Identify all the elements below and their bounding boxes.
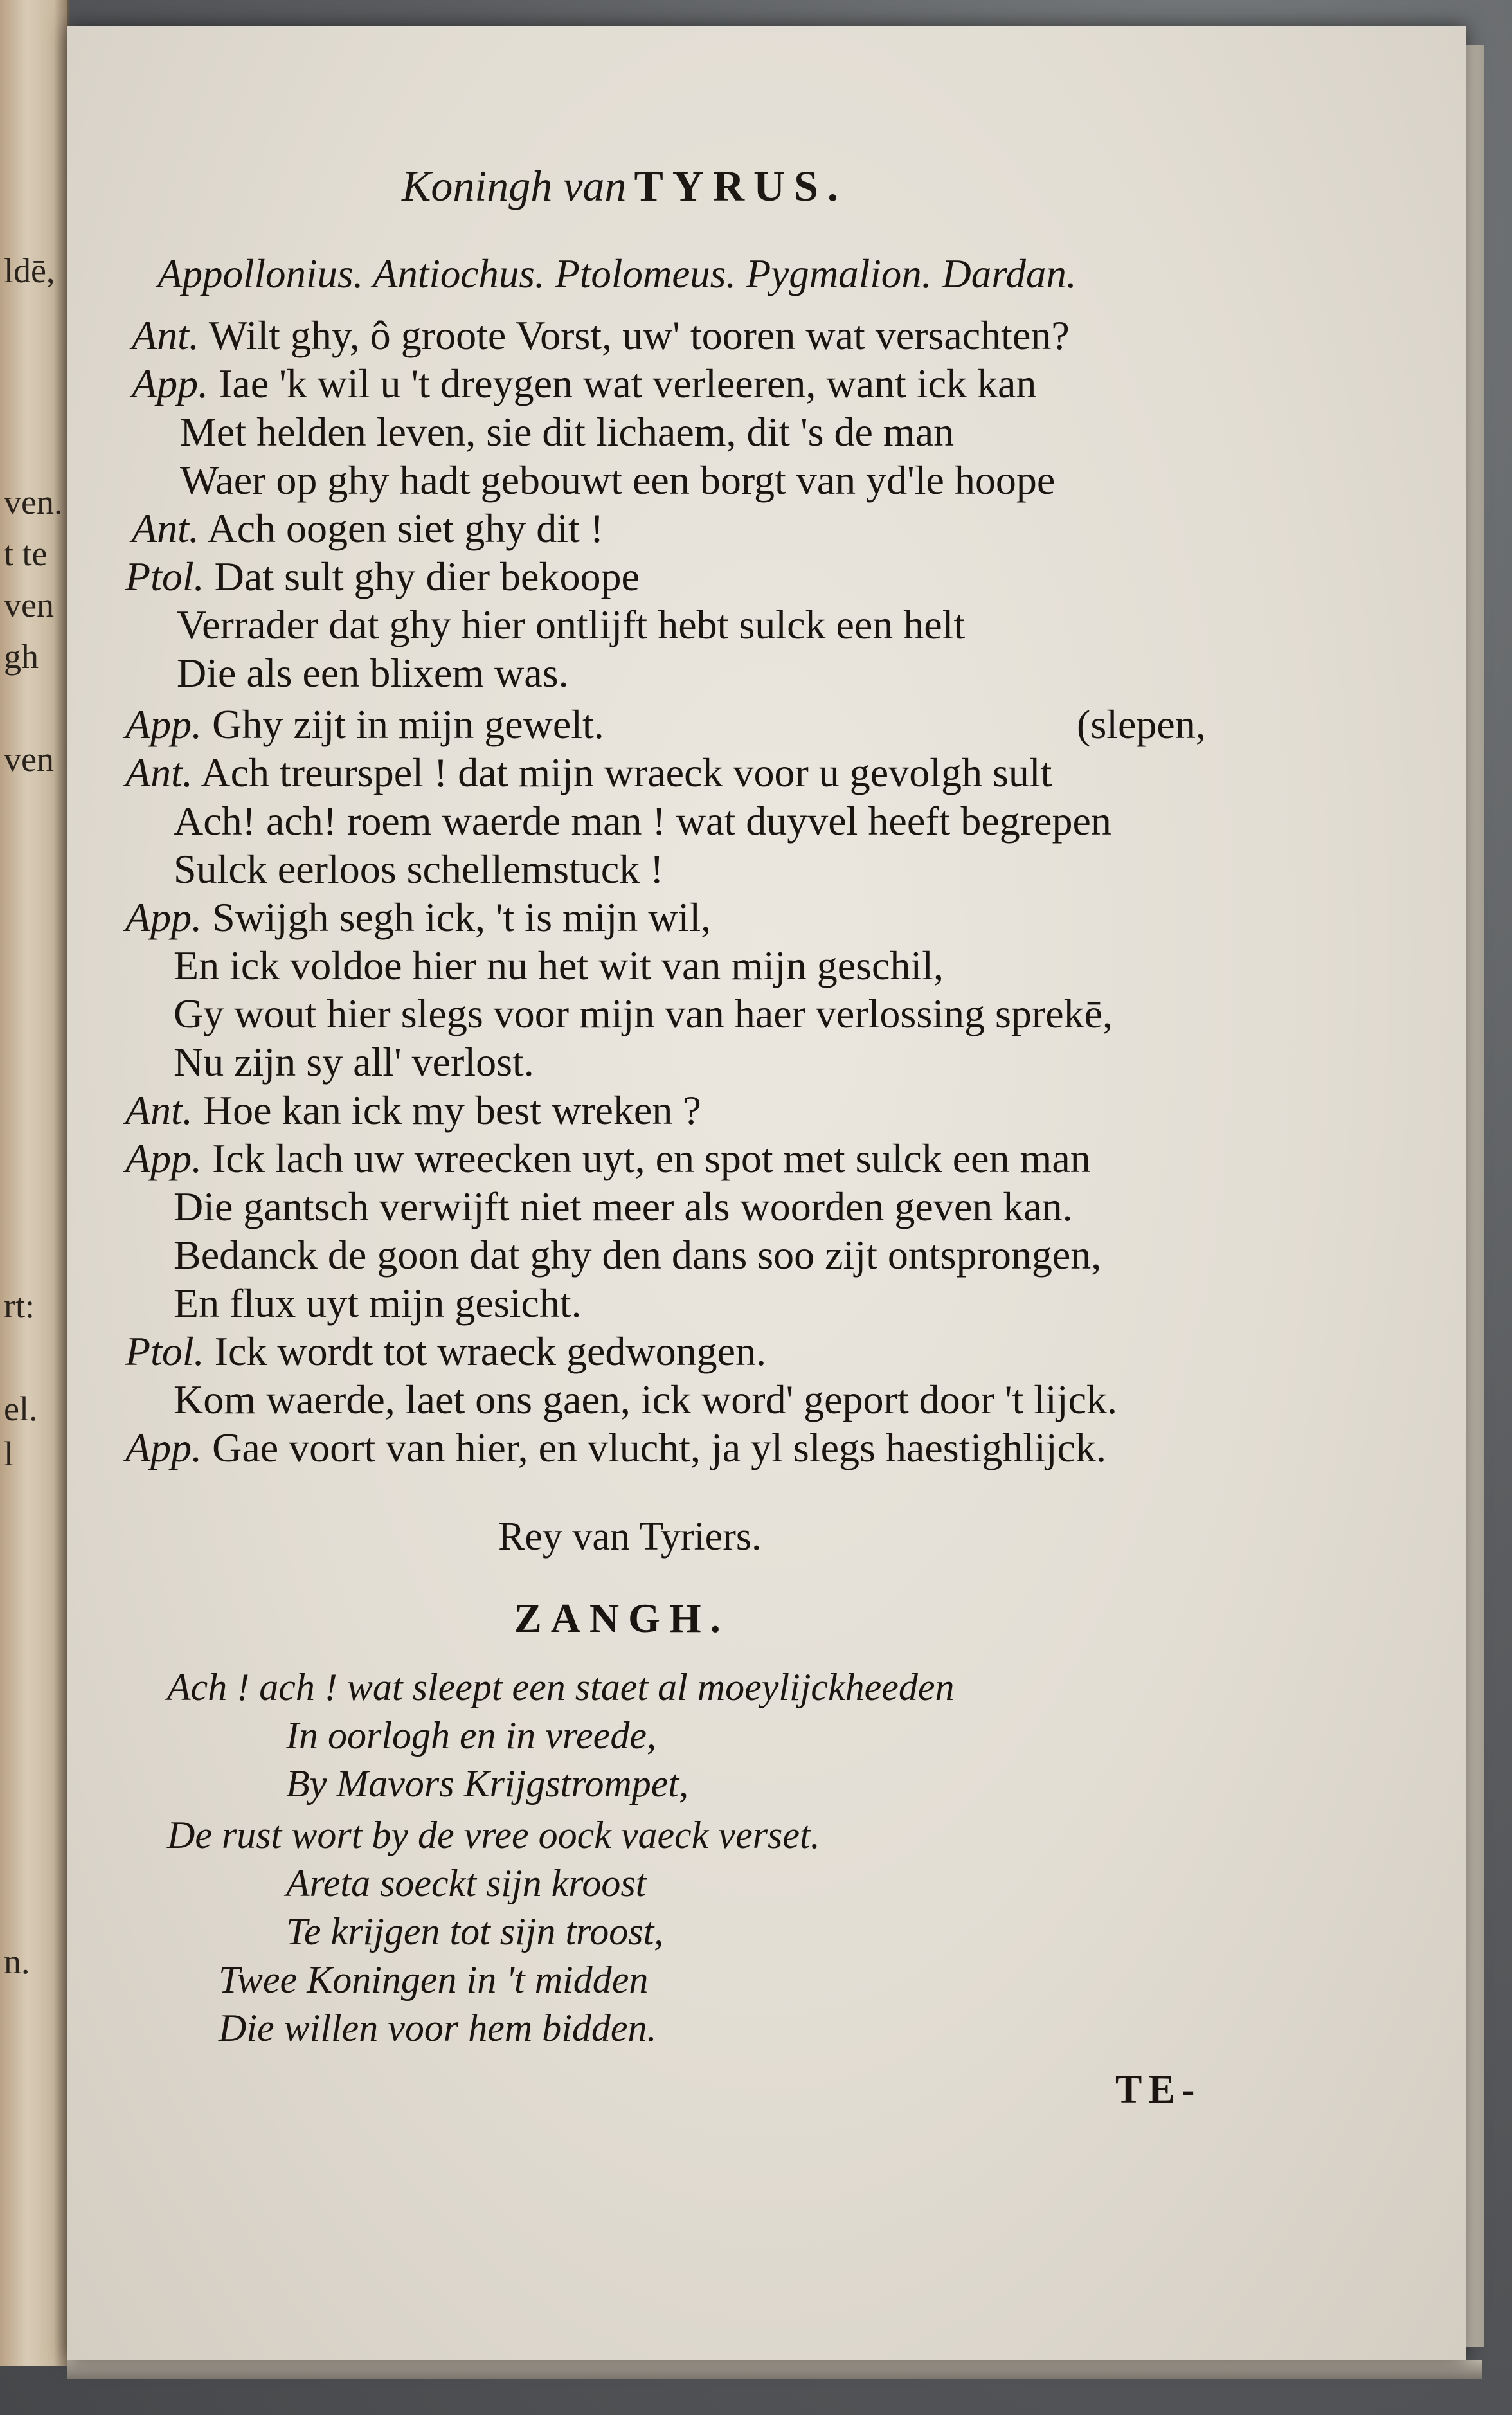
song-line: Areta soeckt sijn kroost	[286, 1862, 647, 1904]
song-line: Die willen voor hem bidden.	[219, 2007, 657, 2049]
dialogue-line	[174, 1231, 1101, 1279]
left-fragment: ven	[4, 740, 54, 779]
stage-direction: (slepen,	[1077, 701, 1206, 747]
dialogue-line	[132, 360, 1036, 408]
line-text: Ach oogen siet ghy dit !	[207, 505, 604, 551]
dialogue-line	[180, 408, 954, 456]
left-fragment: ven	[4, 586, 54, 624]
catchword: TE-	[1115, 2068, 1202, 2112]
dialogue-line	[125, 894, 711, 941]
line-text: Bedanck de goon dat ghy den dans soo zijt ontsprongen,	[174, 1232, 1102, 1278]
left-fragment: el.	[4, 1389, 38, 1428]
speaker: Ant.	[125, 750, 193, 795]
dialogue-line	[174, 797, 1112, 845]
dialogue-line	[125, 1424, 1106, 1472]
line-text: Ghy zijt in mijn gewelt.	[212, 701, 604, 747]
left-fragment: rt:	[4, 1287, 35, 1325]
speaker: Ptol.	[125, 554, 204, 599]
line-text: Wilt ghy, ô groote Vorst, uw' tooren wat versachten?	[208, 312, 1070, 358]
speaker: Ant.	[132, 312, 199, 358]
line-text: Die als een blixem was.	[177, 650, 569, 696]
left-fragment: l	[4, 1434, 14, 1473]
speaker: Ptol.	[125, 1328, 204, 1374]
left-fragment: ldē,	[4, 251, 55, 290]
dialogue-line	[125, 1135, 1091, 1182]
line-text: Gy wout hier slegs voor mijn van haer verlossing sprekē,	[174, 991, 1113, 1036]
dialogue-line	[174, 1280, 582, 1327]
song-line: Ach ! ach ! wat sleept een staet al moeylijckheeden	[167, 1666, 955, 1708]
line-text: Ach treurspel ! dat mijn wraeck voor u gevolgh sult	[201, 750, 1052, 795]
line-text: Swijgh segh ick, 't is mijn wil,	[212, 894, 712, 940]
dialogue-line	[174, 1038, 534, 1086]
speaker: Ant.	[125, 1087, 193, 1133]
line-text: En ick voldoe hier nu het wit van mijn geschil,	[174, 943, 944, 988]
line-text: Hoe kan ick my best wreken ?	[203, 1087, 701, 1133]
dialogue-line	[132, 505, 604, 552]
speaker: App.	[125, 701, 203, 747]
line-text: Met helden leven, sie dit lichaem, dit 's de man	[180, 409, 955, 455]
line-text: Die gantsch verwijft niet meer als woorden geven kan.	[174, 1184, 1073, 1229]
dialogue-line	[174, 1183, 1073, 1231]
dialogue-line	[125, 553, 640, 601]
line-text: Kom waerde, laet ons gaen, ick word' geport door 't lijck.	[174, 1377, 1117, 1422]
dialogue-line	[174, 942, 944, 990]
song-line: In oorlogh en in vreede,	[286, 1714, 656, 1757]
page-edge	[1466, 45, 1484, 2347]
speaker: App.	[125, 1425, 203, 1470]
speaker: App.	[132, 361, 209, 406]
left-fragment: t te	[4, 534, 48, 573]
line-text: Nu zijn sy all' verlost.	[174, 1039, 534, 1085]
song-title: ZANGH.	[514, 1595, 730, 1641]
line-text: En flux uyt mijn gesicht.	[174, 1280, 582, 1326]
dialogue-line	[132, 312, 1070, 359]
page-bottom-edge	[68, 2360, 1482, 2379]
speaker: Ant.	[132, 505, 199, 551]
dialogue-line	[174, 990, 1113, 1038]
line-text: Iae 'k wil u 't dreygen wat verleeren, want ick kan	[219, 361, 1037, 406]
line-text: Ick wordt tot wraeck gedwongen.	[214, 1328, 767, 1374]
line-text: Ick lach uw wreecken uyt, en spot met sulck een man	[212, 1135, 1091, 1181]
dialogue-line	[180, 457, 1055, 504]
header-place: TYRUS.	[634, 161, 847, 210]
song-line: De rust wort by de vree oock vaeck verset.	[167, 1814, 820, 1856]
line-text: Sulck eerloos schellemstuck !	[174, 846, 664, 892]
left-fragment: ven.	[4, 483, 63, 521]
left-page-edge	[0, 0, 69, 2366]
line-text: Dat sult ghy dier bekoope	[214, 554, 640, 599]
line-text: Waer op ghy hadt gebouwt een borgt van yd'le hoope	[180, 457, 1056, 503]
speaker: App.	[125, 894, 203, 940]
dialogue-line	[174, 846, 663, 893]
header-prefix: Koningh van	[402, 161, 627, 210]
song-line: Twee Koningen in 't midden	[219, 1958, 649, 2001]
dialogue-line	[125, 749, 1052, 797]
line-text: Ach! ach! roem waerde man ! wat duyvel heeft begrepen	[174, 798, 1112, 844]
dialogue-line	[125, 1328, 766, 1375]
line-text: Gae voort van hier, en vlucht, ja yl slegs haestighlijck.	[212, 1425, 1106, 1470]
dialogue-line	[174, 1376, 1117, 1424]
dialogue-line	[125, 701, 604, 748]
running-header	[402, 161, 847, 212]
left-fragment: gh	[4, 637, 39, 676]
song-line: By Mavors Krijgstrompet,	[286, 1762, 689, 1805]
dialogue-line	[177, 601, 965, 649]
dialogue-line	[177, 649, 569, 697]
dialogue-line	[125, 1087, 701, 1134]
speaker: App.	[125, 1135, 203, 1181]
left-fragment: n.	[4, 1942, 30, 1981]
line-text: Verrader dat ghy hier ontlijft hebt sulck een helt	[177, 602, 966, 647]
song-line: Te krijgen tot sijn troost,	[286, 1910, 664, 1953]
dramatis-personae: Appollonius. Antiochus. Ptolomeus. Pygmalion. Dardan.	[158, 251, 1077, 296]
chorus-title: Rey van Tyriers.	[498, 1515, 762, 1559]
